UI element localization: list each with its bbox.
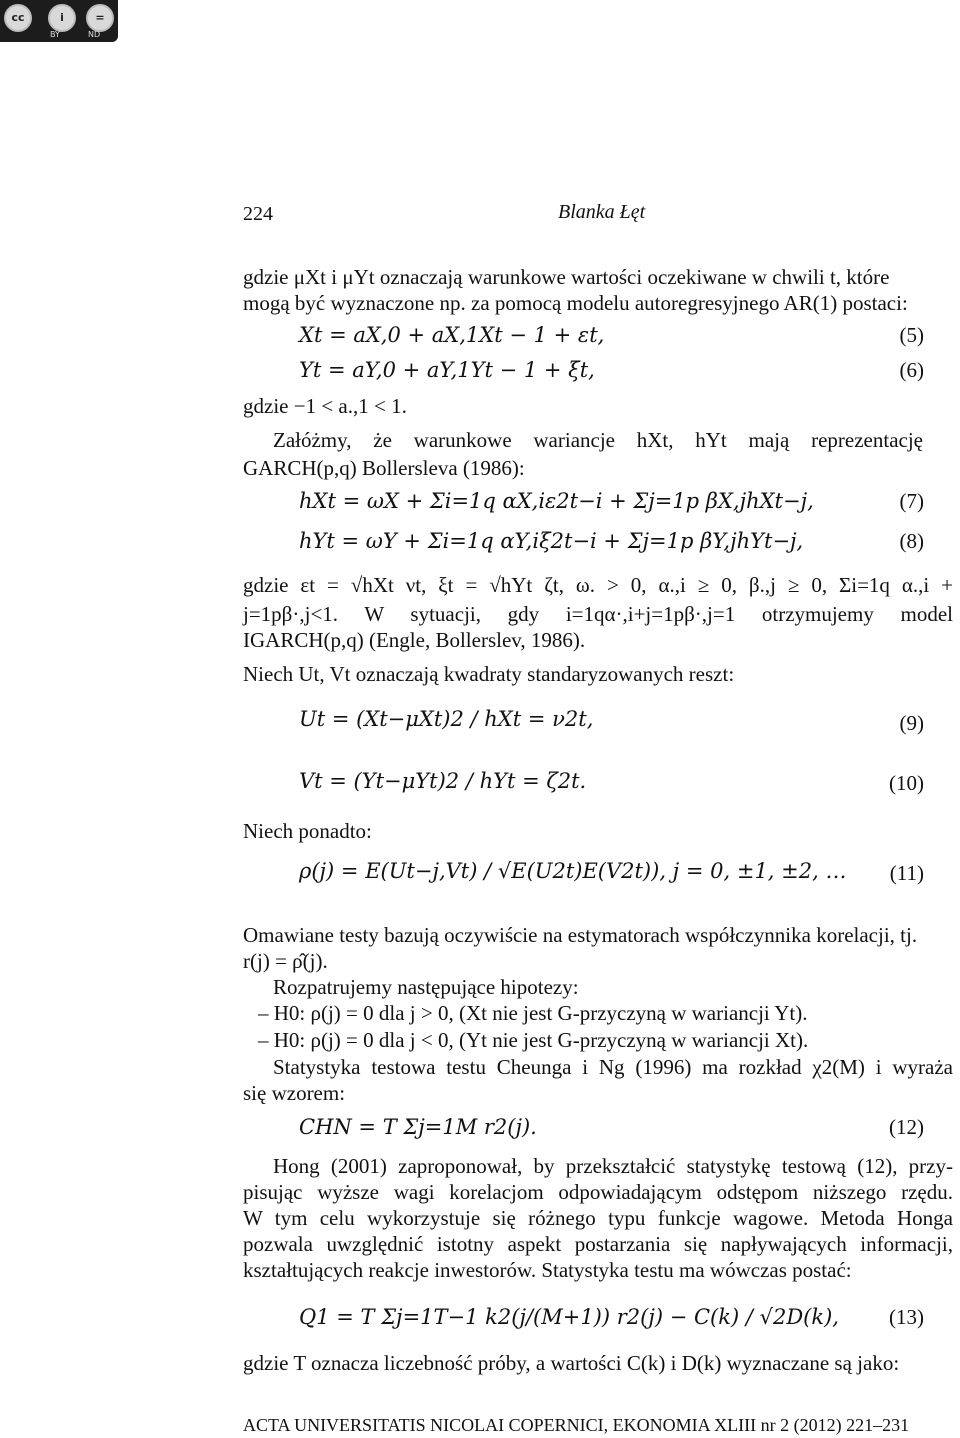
equation-8: hYt = ωY + Σi=1q αY,iξ2t−i + Σj=1p βY,jhYt−j, xyxy=(299,529,804,553)
hypothesis-1: – H0: ρ(j) = 0 dla j > 0, (Xt nie jest G-przyczyną w wariancji Yt). xyxy=(258,1001,808,1025)
equation-5-number: (5) xyxy=(899,323,924,347)
condition-a: gdzie −1 < a.,1 < 1. xyxy=(243,394,407,418)
running-head-author: Blanka Łęt xyxy=(558,201,646,223)
equation-9-number: (9) xyxy=(899,711,924,735)
para-9-line-2: pisując wyższe wagi korelacjom odpowiadającym odstępom niższego rzędu. xyxy=(243,1180,953,1204)
para-10: gdzie T oznacza liczebność próby, a wartości C(k) i D(k) wyznaczane są jako: xyxy=(243,1351,900,1375)
cc-nd-label: ND xyxy=(88,30,101,39)
equation-13-number: (13) xyxy=(889,1305,924,1329)
equation-11: ρ(j) = E(Ut−j,Vt) / √E(U2t)E(V2t)), j = 0, ±1, ±2, … xyxy=(299,859,847,883)
para-2-line-2: GARCH(p,q) Bollersleva (1986): xyxy=(243,456,525,480)
para-4: Niech Ut, Vt oznaczają kwadraty standaryzowanych reszt: xyxy=(243,662,735,686)
para-9-line-3: W tym celu wykorzystuje się różnego typu funkcje wagowe. Metoda Honga xyxy=(243,1206,953,1230)
para-7: Rozpatrujemy następujące hipotezy: xyxy=(273,975,579,999)
journal-footer: ACTA UNIVERSITATIS NICOLAI COPERNICI, EKONOMIA XLIII nr 2 (2012) 221–231 xyxy=(243,1415,910,1435)
equation-9: Ut = (Xt−μXt)2 / hXt = ν2t, xyxy=(299,707,594,731)
para-1-line-2: mogą być wyznaczone np. za pomocą modelu autoregresyjnego AR(1) postaci: xyxy=(243,291,908,315)
para-3-line-2: j=1pβ·,j<1. W sytuacji, gdy i=1qα·,i+j=1pβ·,j=1 otrzymujemy model xyxy=(243,602,953,626)
equation-8-number: (8) xyxy=(899,529,924,553)
para-2-line-1: Załóżmy, że warunkowe wariancje hXt, hYt mają reprezentację xyxy=(273,428,923,452)
equation-7: hXt = ωX + Σi=1q αX,iε2t−i + Σj=1p βX,jhXt−j, xyxy=(299,489,814,513)
para-6-line-1: Omawiane testy bazują oczywiście na estymatorach współczynnika korelacji, tj. xyxy=(243,923,918,947)
para-9-line-1: Hong (2001) zaproponował, by przekształcić statystykę testową (12), przy- xyxy=(273,1154,953,1178)
para-5: Niech ponadto: xyxy=(243,819,372,843)
cc-by-label: BY xyxy=(50,30,60,39)
page-number: 224 xyxy=(243,203,273,225)
hypothesis-2: – H0: ρ(j) = 0 dla j < 0, (Yt nie jest G-przyczyną w wariancji Xt). xyxy=(258,1028,809,1052)
para-8-line-1: Statystyka testowa testu Cheunga i Ng (1996) ma rozkład χ2(M) i wyraża xyxy=(273,1055,953,1079)
para-8-line-2: się wzorem: xyxy=(243,1081,346,1105)
para-9-line-5: kształtujących reakcje inwestorów. Statystyka testu ma wówczas postać: xyxy=(243,1258,852,1282)
para-3-line-3: IGARCH(p,q) (Engle, Bollerslev, 1986). xyxy=(243,628,586,652)
equation-5: Xt = aX,0 + aX,1Xt − 1 + εt, xyxy=(299,323,605,347)
equation-6-number: (6) xyxy=(899,358,924,382)
para-1-line-1: gdzie μXt i μYt oznaczają warunkowe wartości oczekiwane w chwili t, które xyxy=(243,265,890,289)
equation-11-number: (11) xyxy=(889,861,924,885)
attribution-icon: i xyxy=(48,4,76,32)
cc-icon: cc xyxy=(4,4,32,32)
equation-10: Vt = (Yt−μYt)2 / hYt = ζ2t. xyxy=(299,769,587,793)
equation-12-number: (12) xyxy=(889,1115,924,1139)
equation-13: Q1 = T Σj=1T−1 k2(j/(M+1)) r2(j) − C(k) / √2D(k), xyxy=(299,1305,839,1329)
no-derivatives-icon: = xyxy=(86,4,114,32)
para-6-line-2: r(j) = ρ̂(j). xyxy=(243,949,328,973)
equation-12: CHN = T Σj=1M r2(j). xyxy=(299,1115,537,1139)
cc-license-badge xyxy=(0,0,118,42)
para-3-line-1: gdzie εt = √hXt νt, ξt = √hYt ζt, ω. > 0, α.,i ≥ 0, β.,j ≥ 0, Σi=1q α.,i + xyxy=(243,573,953,597)
equation-7-number: (7) xyxy=(899,489,924,513)
equation-6: Yt = aY,0 + aY,1Yt − 1 + ξt, xyxy=(299,358,595,382)
para-9-line-4: pozwala uwzględnić istotny aspekt postarzania się napływających informacji, xyxy=(243,1232,953,1256)
equation-10-number: (10) xyxy=(889,771,924,795)
